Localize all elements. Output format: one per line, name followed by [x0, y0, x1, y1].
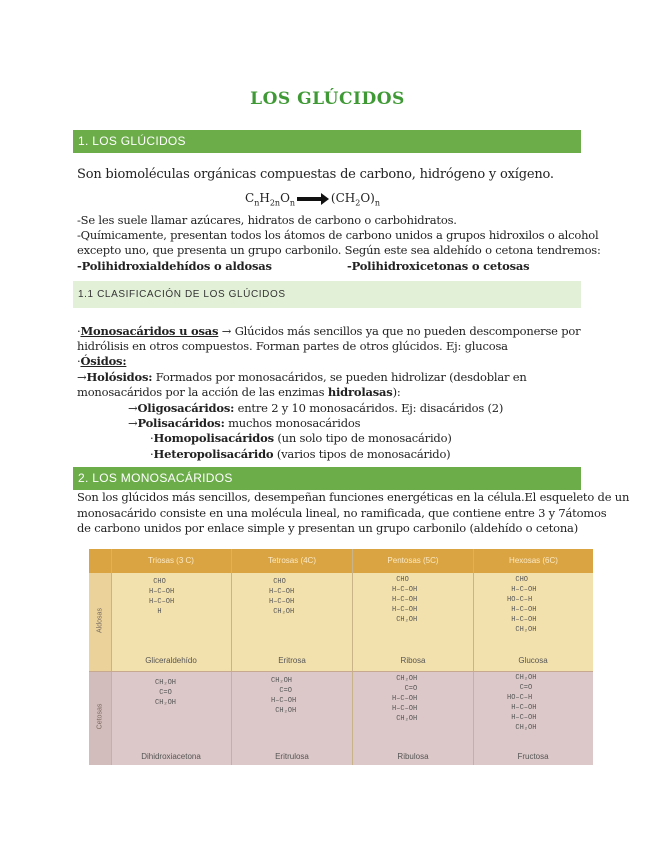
osidos-line: ·Ósidos:	[77, 354, 127, 368]
mono-p2: monosacárido consiste en una molécula lineal, no ramificada, que contiene entre 3 y 7átomos	[77, 506, 607, 520]
name-fructosa: Fructosa	[517, 752, 549, 761]
poli-line: →Polisacáridos: muchos monosacáridos	[128, 416, 361, 430]
monosaccharide-table	[89, 549, 593, 765]
structure-eritrosa: CHO H–C–OH H–C–OH CH₂OH	[269, 578, 295, 616]
name-glucosa: Glucosa	[518, 656, 548, 665]
section-bar-1-1: 1.1 CLASIFICACIÓN DE LOS GLÚCIDOS	[73, 281, 581, 308]
name-eritrosa: Eritrosa	[278, 656, 306, 665]
formula: $C_nH_{2n}O_n$ $(CH_2O)_n$	[245, 191, 380, 208]
page-title: LOS GLÚCIDOS	[250, 89, 405, 109]
hetero-line: ·Heteropolisacárido (varios tipos de monosacárido)	[150, 447, 451, 461]
name-dihidroxiacetona: Dihidroxiacetona	[141, 752, 201, 761]
line-2: -Químicamente, presentan todos los átomos de carbono unidos a grupos hidroxilos o alcohol	[77, 228, 599, 242]
homo-line: ·Homopolisacáridos (un solo tipo de monosacárido)	[150, 431, 452, 445]
cetosas-label: -Polihidroxicetonas o cetosas	[347, 259, 530, 273]
oligo-line: →Oligosacáridos: entre 2 y 10 monosacáridos. Ej: disacáridos (2)	[128, 401, 504, 415]
arrow-icon	[297, 197, 323, 201]
name-ribulosa: Ribulosa	[397, 752, 429, 761]
row-label-aldosas: Aldosas	[96, 608, 104, 633]
header-hexosas: Hexosas (6C)	[509, 556, 558, 565]
mono-line: ·Monosacáridos u osas → Glúcidos más sencillos ya que no pueden descomponerse por	[77, 324, 581, 338]
structure-dihidroxiacetona: CH₂OH C=O CH₂OH	[155, 679, 177, 707]
name-gliceraldehido: Gliceraldehído	[145, 656, 197, 665]
header-pentosas: Pentosas (5C)	[387, 556, 439, 565]
intro-text: Son biomoléculas orgánicas compuestas de carbono, hidrógeno y oxígeno.	[77, 167, 554, 182]
holo-line: →Holósidos: Formados por monosacáridos, se pueden hidrolizar (desdoblar en	[77, 370, 527, 384]
mono-p1: Son los glúcidos más sencillos, desempeñan funciones energéticas en la célula.El esqueleto de un	[77, 490, 630, 504]
aldosas-label: -Polihidroxialdehídos o aldosas	[77, 259, 272, 273]
line-1: -Se les suele llamar azúcares, hidratos de carbono o carbohidratos.	[77, 213, 457, 227]
structure-ribosa: CHO H–C–OH H–C–OH H–C–OH CH₂OH	[392, 576, 418, 624]
mono-p3: de carbono unidos por enlace simple y presentan un grupo carbonilo (aldehído o cetona)	[77, 521, 578, 535]
header-tetrosas: Tetrosas (4C)	[267, 556, 316, 565]
mono-line-2: hidrólisis en otros compuestos. Forman partes de otros glúcidos. Ej: glucosa	[77, 339, 508, 353]
name-ribosa: Ribosa	[400, 656, 426, 665]
section-bar-2: 2. LOS MONOSACÁRIDOS	[73, 467, 581, 490]
header-triosas: Triosas (3 C)	[148, 556, 194, 565]
structure-fructosa: CH₂OH C=O HO–C–H H–C–OH H–C–OH CH₂OH	[507, 674, 537, 732]
section-bar-1: 1. LOS GLÚCIDOS	[73, 130, 581, 153]
structure-gliceraldehido: CHO H–C–OH H–C–OH H	[149, 578, 175, 616]
name-eritrulosa: Eritrulosa	[275, 752, 309, 761]
structure-glucosa: CHO H–C–OH HO–C–H H–C–OH H–C–OH CH₂OH	[507, 576, 537, 634]
line-3: excepto uno, que presenta un grupo carbonilo. Según este sea aldehído o cetona tendremos:	[77, 243, 601, 257]
structure-eritrulosa: CH₂OH C=O H–C–OH CH₂OH	[271, 677, 297, 715]
structure-ribulosa: CH₂OH C=O H–C–OH H–C–OH CH₂OH	[392, 675, 418, 723]
holo-line-2: monosacáridos por la acción de las enzimas hidrolasas):	[77, 385, 401, 399]
row-label-cetosas: Cetosas	[96, 703, 104, 730]
